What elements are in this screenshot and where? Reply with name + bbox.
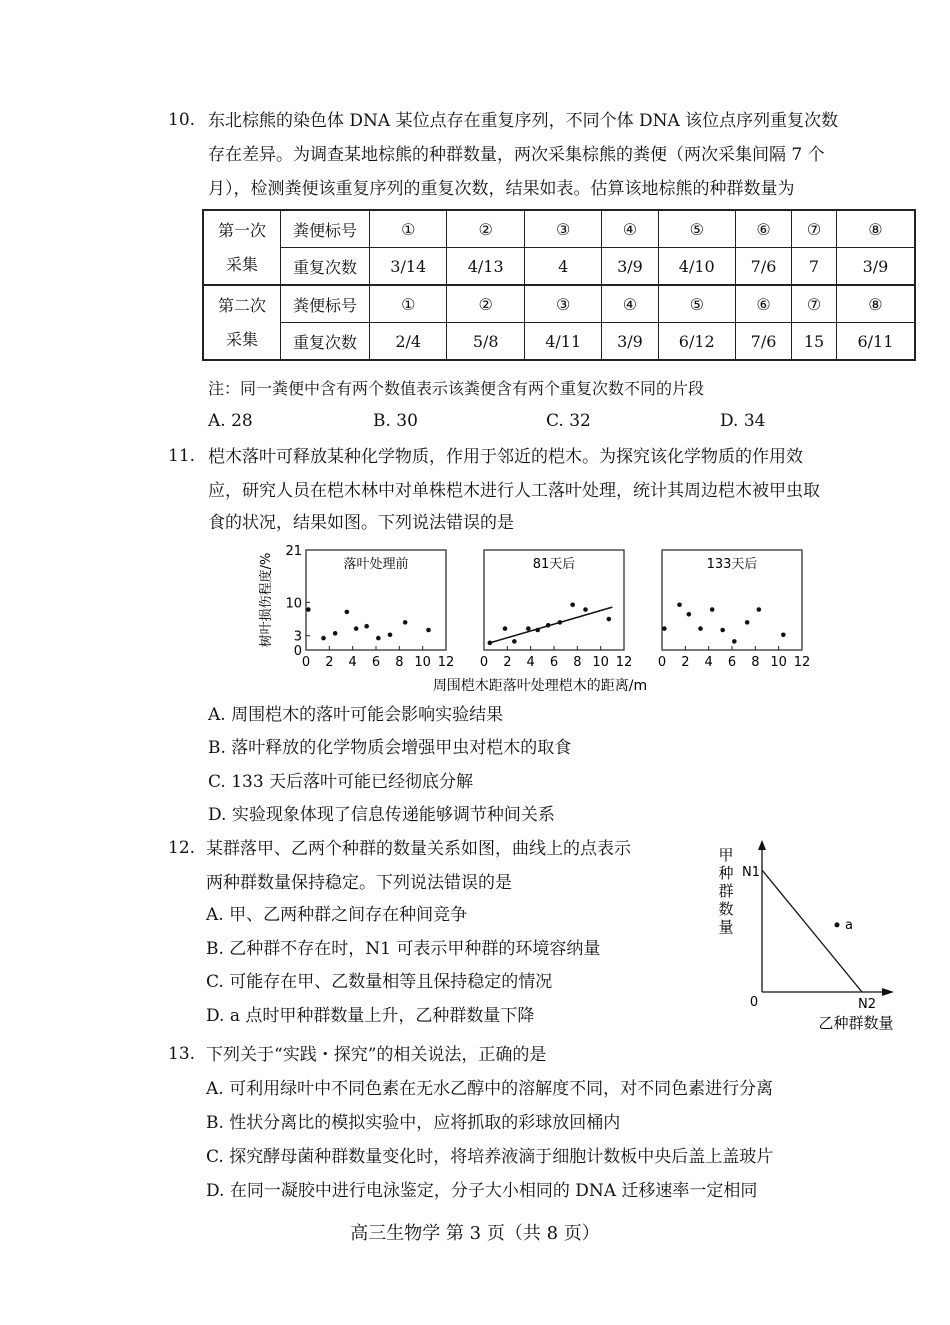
question-13-number: 13. — [168, 1044, 196, 1064]
first-id-2: ② — [447, 210, 524, 248]
table-group-first — [203, 210, 281, 285]
q12-option-d[interactable]: D. a 点时甲种群数量上升，乙种群数量下降 — [206, 1006, 535, 1026]
data-point — [503, 626, 508, 631]
group-first-line2: 采集 — [225, 254, 258, 274]
second-id-8: ⑧ — [836, 285, 915, 323]
second-count-7: 15 — [792, 323, 837, 361]
q12-option-c[interactable]: C. 可能存在甲、乙数量相等且保持稳定的情况 — [206, 972, 553, 992]
data-point — [512, 639, 517, 644]
first-count-4: 3/9 — [602, 248, 658, 286]
second-count-1: 2/4 — [370, 323, 447, 361]
first-id-4: ④ — [602, 210, 658, 248]
x-tick-label: 4 — [704, 655, 713, 670]
chart-title-1: 81天后 — [532, 557, 576, 572]
row-label-count-2: 重复次数 — [281, 323, 370, 361]
q12-line-2: 两种群数量保持稳定。下列说法错误的是 — [206, 873, 512, 893]
x-tick-label: 8 — [751, 655, 760, 670]
y-axis-arrow — [758, 840, 766, 850]
second-count-4: 3/9 — [602, 323, 658, 361]
first-id-3: ③ — [524, 210, 601, 248]
x-tick-label: 0 — [657, 655, 667, 670]
point-a — [835, 922, 840, 927]
data-point — [526, 626, 531, 631]
q13-line-1: 下列关于“实践・探究”的相关说法，正确的是 — [206, 1045, 547, 1065]
x-tick-label: 0 — [301, 655, 311, 670]
data-point — [364, 624, 369, 629]
q11-option-a[interactable]: A. 周围桤木的落叶可能会影响实验结果 — [208, 705, 504, 725]
second-id-3: ③ — [524, 285, 601, 323]
q13-option-b[interactable]: B. 性状分离比的模拟实验中，应将抓取的彩球放回桶内 — [206, 1113, 621, 1133]
data-point — [570, 602, 575, 607]
question-12-number: 12. — [168, 838, 196, 858]
q11-option-b[interactable]: B. 落叶释放的化学物质会增强甲虫对桤木的取食 — [208, 738, 572, 758]
row-label-id: 粪便标号 — [281, 210, 370, 248]
second-id-1: ① — [370, 285, 447, 323]
q10-table-note: 注：同一粪便中含有两个数值表示该粪便含有两个重复次数不同的片段 — [208, 379, 705, 398]
x-tick-label: 8 — [395, 655, 404, 670]
page-footer: 高三生物学 第 3 页（共 8 页） — [350, 1223, 600, 1244]
x-tick-label: 4 — [526, 655, 535, 670]
q13-option-d[interactable]: D. 在同一凝胶中进行电泳鉴定，分子大小相同的 DNA 迁移速率一定相同 — [206, 1181, 758, 1201]
x-tick-label: 0 — [479, 655, 489, 670]
second-count-8: 6/11 — [836, 323, 915, 361]
second-id-7: ⑦ — [792, 285, 837, 323]
data-point — [333, 631, 338, 636]
chart-title-0: 落叶处理前 — [343, 557, 409, 572]
group-second-line2: 采集 — [225, 329, 258, 349]
y-tick-label: 21 — [285, 544, 302, 559]
q10-option-a[interactable]: A. 28 — [208, 411, 253, 431]
first-count-6: 7/6 — [735, 248, 791, 286]
trend-line — [490, 607, 613, 643]
first-count-3: 4 — [524, 248, 601, 286]
q13-option-c[interactable]: C. 探究酵母菌种群数量变化时，将培养液滴于细胞计数板中央后盖上盖玻片 — [206, 1147, 774, 1167]
q11-line-2: 应，研究人员在桤木林中对单株桤木进行人工落叶处理，统计其周边桤木被甲虫取 — [208, 481, 820, 501]
data-point — [757, 607, 762, 612]
data-point — [321, 636, 326, 641]
n2-label: N2 — [858, 997, 876, 1012]
q12-option-b[interactable]: B. 乙种群不存在时，N1 可表示甲种群的环境容纳量 — [206, 939, 601, 959]
y-axis-label-char: 数 — [718, 900, 734, 918]
data-point — [345, 610, 350, 615]
data-point — [607, 617, 612, 622]
y-axis-label: 树叶损伤程度/% — [259, 552, 274, 648]
q12-line-1: 某群落甲、乙两个种群的数量关系如图，曲线上的点表示 — [206, 839, 631, 859]
question-10-number: 10. — [168, 110, 196, 130]
group-second-line1: 第二次 — [217, 295, 266, 315]
point-a-label: a — [845, 917, 853, 933]
data-point — [583, 607, 588, 612]
data-point — [720, 628, 725, 633]
data-point — [388, 632, 393, 637]
second-count-5: 6/12 — [658, 323, 735, 361]
x-axis-label: 周围桤木距落叶处理桤木的距离/m — [432, 678, 648, 694]
x-tick-label: 12 — [615, 655, 633, 670]
x-tick-label: 6 — [549, 655, 559, 670]
y-tick-label: 3 — [293, 629, 302, 645]
question-11-number: 11. — [168, 446, 196, 466]
q11-option-d[interactable]: D. 实验现象体现了信息传递能够调节种间关系 — [208, 805, 555, 825]
x-tick-label: 12 — [793, 655, 811, 670]
x-tick-label: 12 — [437, 655, 455, 670]
y-axis-label-char: 群 — [718, 882, 734, 900]
y-axis-label-char: 量 — [718, 918, 734, 936]
q11-option-c[interactable]: C. 133 天后落叶可能已经彻底分解 — [208, 772, 474, 792]
data-point — [687, 612, 692, 617]
first-count-7: 7 — [792, 248, 837, 286]
data-point — [781, 632, 786, 637]
second-id-4: ④ — [602, 285, 658, 323]
x-tick-label: 2 — [503, 655, 512, 670]
data-point — [698, 626, 703, 631]
x-axis-label: 乙种群数量 — [818, 1014, 894, 1032]
data-point — [426, 628, 431, 633]
y-tick-label: 0 — [293, 644, 302, 659]
x-tick-label: 10 — [414, 655, 431, 670]
first-count-8: 3/9 — [836, 248, 915, 286]
x-tick-label: 8 — [573, 655, 582, 670]
data-point — [745, 620, 750, 625]
x-tick-label: 2 — [325, 655, 334, 670]
repeat-count-table — [202, 209, 916, 361]
y-axis-label-char: 甲 — [718, 846, 734, 864]
origin-label: 0 — [749, 995, 759, 1010]
data-point — [732, 639, 737, 644]
chart-title-2: 133天后 — [706, 557, 758, 572]
data-point — [403, 620, 408, 625]
q10-option-c[interactable]: C. 32 — [546, 411, 591, 431]
data-point — [662, 626, 667, 631]
first-count-5: 4/10 — [658, 248, 735, 286]
second-id-6: ⑥ — [735, 285, 791, 323]
q10-option-b[interactable]: B. 30 — [373, 411, 418, 431]
second-count-2: 5/8 — [447, 323, 524, 361]
first-id-1: ① — [370, 210, 447, 248]
q11-line-1: 桤木落叶可释放某种化学物质，作用于邻近的桤木。为探究该化学物质的作用效 — [208, 447, 803, 467]
q13-option-a[interactable]: A. 可利用绿叶中不同色素在无水乙醇中的溶解度不同，对不同色素进行分离 — [206, 1079, 774, 1099]
leaf-damage-scatter-charts — [250, 540, 830, 700]
q10-line-1: 东北棕熊的染色体 DNA 某位点存在重复序列，不同个体 DNA 该位点序列重复次数 — [208, 111, 839, 131]
first-id-6: ⑥ — [735, 210, 791, 248]
row-label-count: 重复次数 — [281, 248, 370, 286]
group-first-line1: 第一次 — [217, 220, 266, 240]
x-tick-label: 2 — [681, 655, 690, 670]
y-tick-label: 10 — [285, 596, 302, 612]
second-id-5: ⑤ — [658, 285, 735, 323]
data-point — [710, 607, 715, 612]
row-label-id-2: 粪便标号 — [281, 285, 370, 323]
second-count-3: 4/11 — [524, 323, 601, 361]
y-axis-label-char: 种 — [718, 864, 734, 882]
q10-line-2: 存在差异。为调查某地棕熊的种群数量，两次采集棕熊的粪便（两次采集间隔 7 个 — [208, 145, 825, 165]
x-tick-label: 6 — [727, 655, 737, 670]
q10-line-3: 月），检测粪便该重复序列的重复次数，结果如表。估算该地棕熊的种群数量为 — [208, 179, 795, 199]
data-point — [306, 607, 311, 612]
x-tick-label: 10 — [770, 655, 787, 670]
x-axis-arrow — [882, 988, 894, 996]
data-point — [354, 626, 359, 631]
x-tick-label: 6 — [371, 655, 381, 670]
table-group-second — [203, 285, 281, 360]
first-id-8: ⑧ — [836, 210, 915, 248]
q12-option-a[interactable]: A. 甲、乙两种群之间存在种间竞争 — [206, 905, 468, 925]
second-count-6: 7/6 — [735, 323, 791, 361]
first-count-1: 3/14 — [370, 248, 447, 286]
second-id-2: ② — [447, 285, 524, 323]
q11-line-3: 食的状况，结果如图。下列说法错误的是 — [208, 513, 514, 533]
data-point — [677, 602, 682, 607]
n1-label: N1 — [742, 865, 760, 880]
first-id-5: ⑤ — [658, 210, 735, 248]
population-relation-chart — [710, 836, 910, 1036]
first-id-7: ⑦ — [792, 210, 837, 248]
q10-option-d[interactable]: D. 34 — [720, 411, 766, 431]
first-count-2: 4/13 — [447, 248, 524, 286]
data-point — [376, 636, 381, 641]
x-tick-label: 10 — [592, 655, 609, 670]
x-tick-label: 4 — [348, 655, 357, 670]
